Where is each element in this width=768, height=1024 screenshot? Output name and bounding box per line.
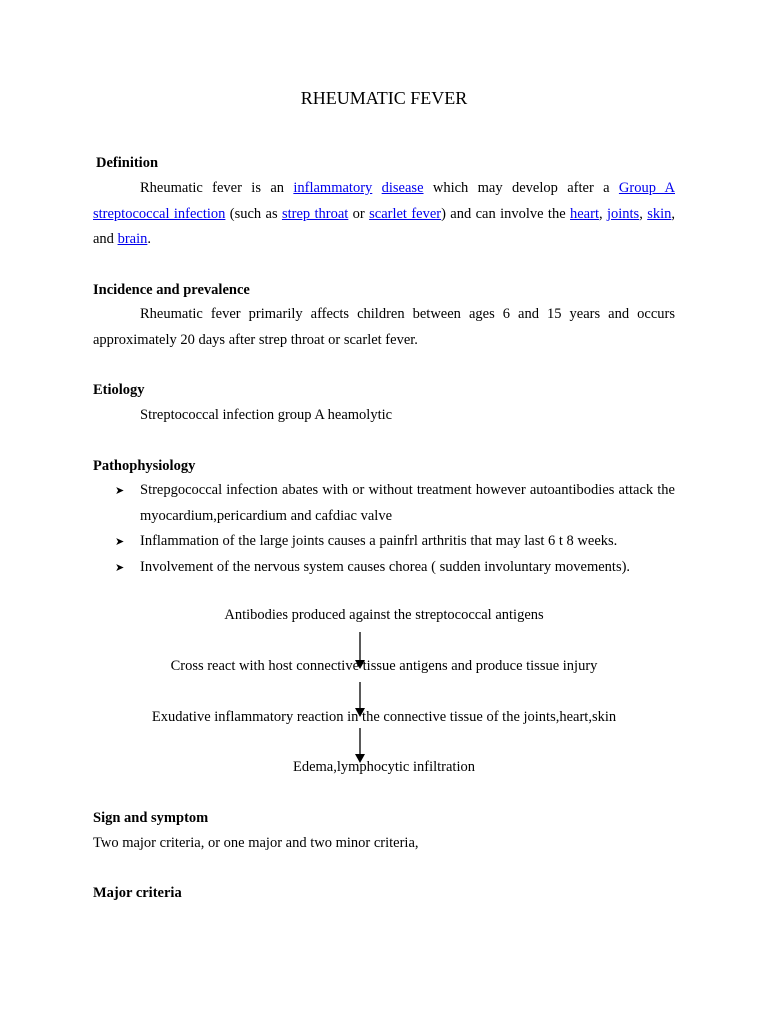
link-disease[interactable]: disease — [381, 180, 424, 196]
link-joints[interactable]: joints — [606, 205, 640, 222]
definition-text-6: ) and can involve the — [441, 205, 570, 222]
incidence-heading: Incidence and prevalence — [93, 282, 250, 298]
link-scarlet-fever[interactable]: scarlet fever — [369, 205, 442, 222]
definition-text-2 — [372, 180, 381, 196]
page-title: RHEUMATIC FEVER — [300, 88, 468, 108]
definition-text-8: , — [639, 205, 648, 222]
definition-heading: Definition — [96, 155, 159, 171]
link-heart[interactable]: heart — [570, 205, 599, 222]
definition-text-7: , — [598, 205, 607, 222]
link-skin[interactable]: skin — [647, 205, 672, 222]
incidence-text: Rheumatic fever primarily affects children between ages 6 and 15 years and occurs approximately 20 days after strep throat or scarlet fever. — [93, 306, 675, 348]
definition-text-10: . — [147, 231, 151, 247]
list-item — [113, 529, 675, 555]
flow-step-2: Cross react with host connective tissue antigens and produce tissue injury — [170, 658, 598, 674]
etiology-paragraph — [93, 403, 675, 429]
arrow-bullet-icon: ➤ — [115, 484, 125, 497]
bullet-text: Strepgococcal infection abates with or without treatment however autoantibodies attack the myocardium,pericardium and cafdiac valve — [140, 482, 675, 524]
link-inflammatory[interactable]: inflammatory — [293, 180, 373, 196]
link-group-a-streptococcal-infection[interactable]: Group A streptococcal infection — [93, 180, 675, 222]
etiology-heading: Etiology — [93, 382, 145, 398]
incidence-paragraph — [93, 302, 675, 353]
arrow-bullet-icon: ➤ — [115, 560, 125, 574]
link-brain[interactable]: brain — [117, 231, 148, 247]
signs-heading: Sign and symptom — [93, 810, 209, 826]
list-item — [113, 478, 675, 529]
definition-text-5: or — [348, 205, 370, 222]
list-item — [113, 555, 675, 581]
definition-paragraph — [93, 176, 675, 253]
link-strep-throat[interactable]: strep throat — [281, 205, 349, 222]
flow-step-1: Antibodies produced against the streptococcal antigens — [224, 607, 544, 623]
flow-step-3: Exudative inflammatory reaction in the connective tissue of the joints,heart,skin — [151, 709, 617, 725]
bullet-text: Involvement of the nervous system causes chorea ( sudden involuntary movements). — [140, 558, 631, 575]
etiology-text: Streptococcal infection group A heamolytic — [140, 407, 393, 423]
definition-text-9: , and — [93, 205, 675, 247]
pathophysiology-heading: Pathophysiology — [93, 458, 196, 474]
bullet-text: Inflammation of the large joints causes a painfrl arthritis that may last 6 t 8 weeks. — [140, 533, 618, 549]
signs-text: Two major criteria, or one major and two minor criteria, — [93, 835, 419, 851]
pathophysiology-list — [113, 478, 675, 580]
definition-text-1: Rheumatic fever is an — [140, 180, 294, 196]
arrow-bullet-icon: ➤ — [115, 535, 125, 548]
major-criteria-heading: Major criteria — [93, 885, 182, 901]
definition-text-4: (such as — [225, 205, 282, 222]
flow-step-4: Edema,lymphocytic infiltration — [292, 759, 475, 775]
definition-text-3: which may develop after a — [423, 180, 619, 196]
